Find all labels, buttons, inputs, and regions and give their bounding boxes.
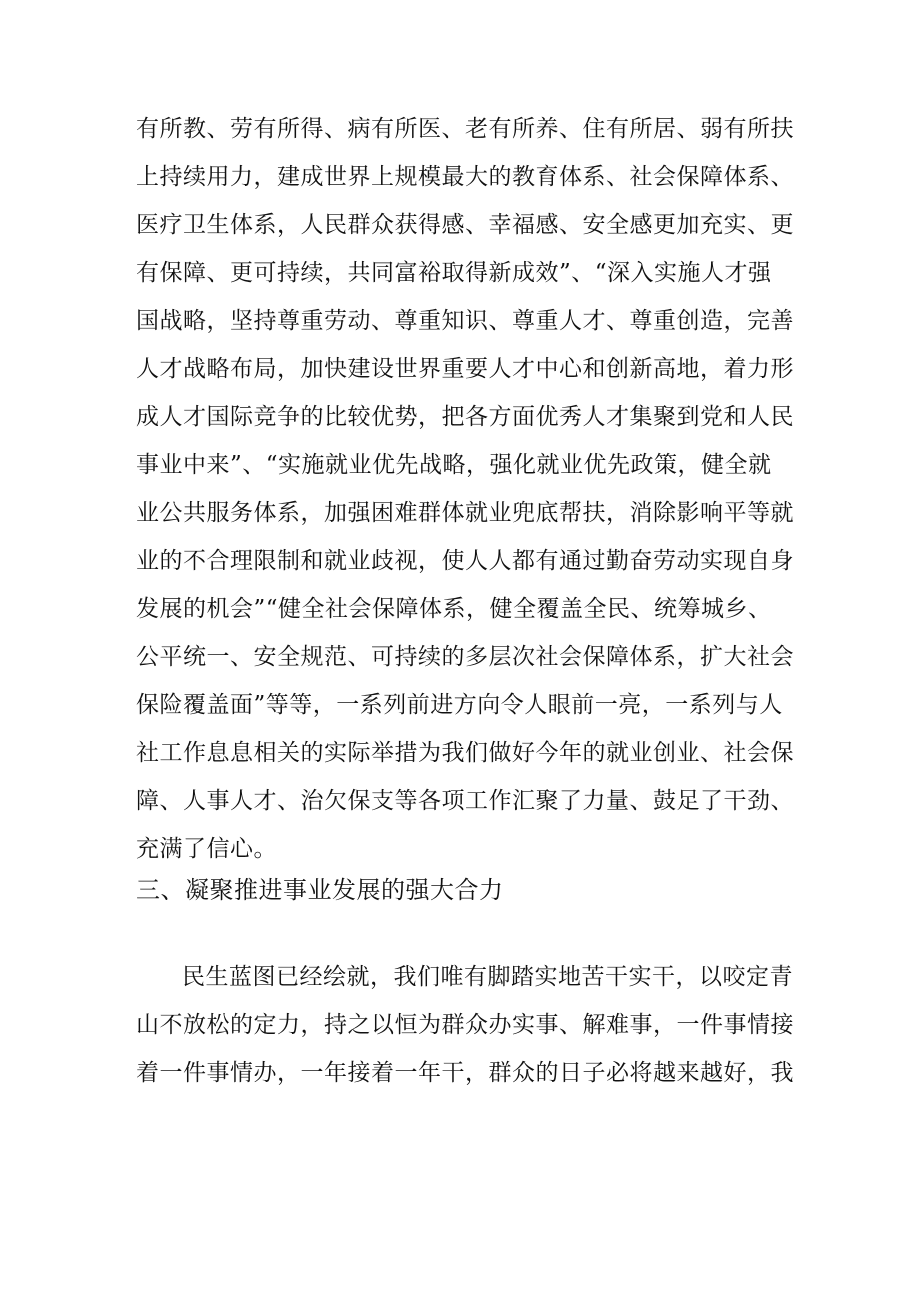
paragraph-1-line-15: 障、人事人才、治欠保支等各项工作汇聚了力量、鼓足了干劲、	[136, 788, 794, 814]
paragraph-1-line-3: 医疗卫生体系，人民群众获得感、幸福感、安全感更加充实、更	[136, 212, 794, 238]
paragraph-2-line-3: 着一件事情办，一年接着一年干，群众的日子必将越来越好，我	[136, 1060, 794, 1086]
paragraph-1-line-16: 充满了信心。	[136, 836, 277, 862]
paragraph-1-line-14: 社工作息息相关的实际举措为我们做好今年的就业创业、社会保	[136, 740, 794, 766]
paragraph-1-line-4: 有保障、更可持续，共同富裕取得新成效”、“深入实施人才强	[136, 260, 772, 286]
paragraph-1-line-8: 事业中来”、“实施就业优先战略，强化就业优先政策，健全就	[136, 452, 772, 478]
paragraph-1-line-1: 有所教、劳有所得、病有所医、老有所养、住有所居、弱有所扶	[136, 116, 794, 142]
paragraph-2-line-2: 山不放松的定力，持之以恒为群众办实事、解难事，一件事情接	[136, 1012, 794, 1038]
paragraph-1-line-7: 成人才国际竞争的比较优势，把各方面优秀人才集聚到党和人民	[136, 404, 794, 430]
paragraph-1-line-13: 保险覆盖面”等等，一系列前进方向令人眼前一亮，一系列与人	[136, 692, 783, 718]
paragraph-1-line-12: 公平统一、安全规范、可持续的多层次社会保障体系，扩大社会	[136, 644, 794, 670]
paragraph-1-line-5: 国战略，坚持尊重劳动、尊重知识、尊重人才、尊重创造，完善	[136, 308, 794, 334]
section-heading: 三、凝聚推进事业发展的强大合力	[136, 876, 504, 904]
paragraph-2-line-1: 民生蓝图已经绘就，我们唯有脚踏实地苦干实干，以咬定青	[182, 964, 793, 990]
paragraph-1-line-11: 发展的机会”“健全社会保障体系，健全覆盖全民、统筹城乡、	[136, 596, 772, 622]
paragraph-1-line-6: 人才战略布局，加快建设世界重要人才中心和创新高地，着力形	[136, 356, 794, 382]
paragraph-1-line-9: 业公共服务体系，加强困难群体就业兜底帮扶，消除影响平等就	[136, 500, 794, 526]
paragraph-1-line-10: 业的不合理限制和就业歧视，使人人都有通过勤奋劳动实现自身	[136, 548, 794, 574]
paragraph-1-line-2: 上持续用力，建成世界上规模最大的教育体系、社会保障体系、	[136, 164, 794, 190]
